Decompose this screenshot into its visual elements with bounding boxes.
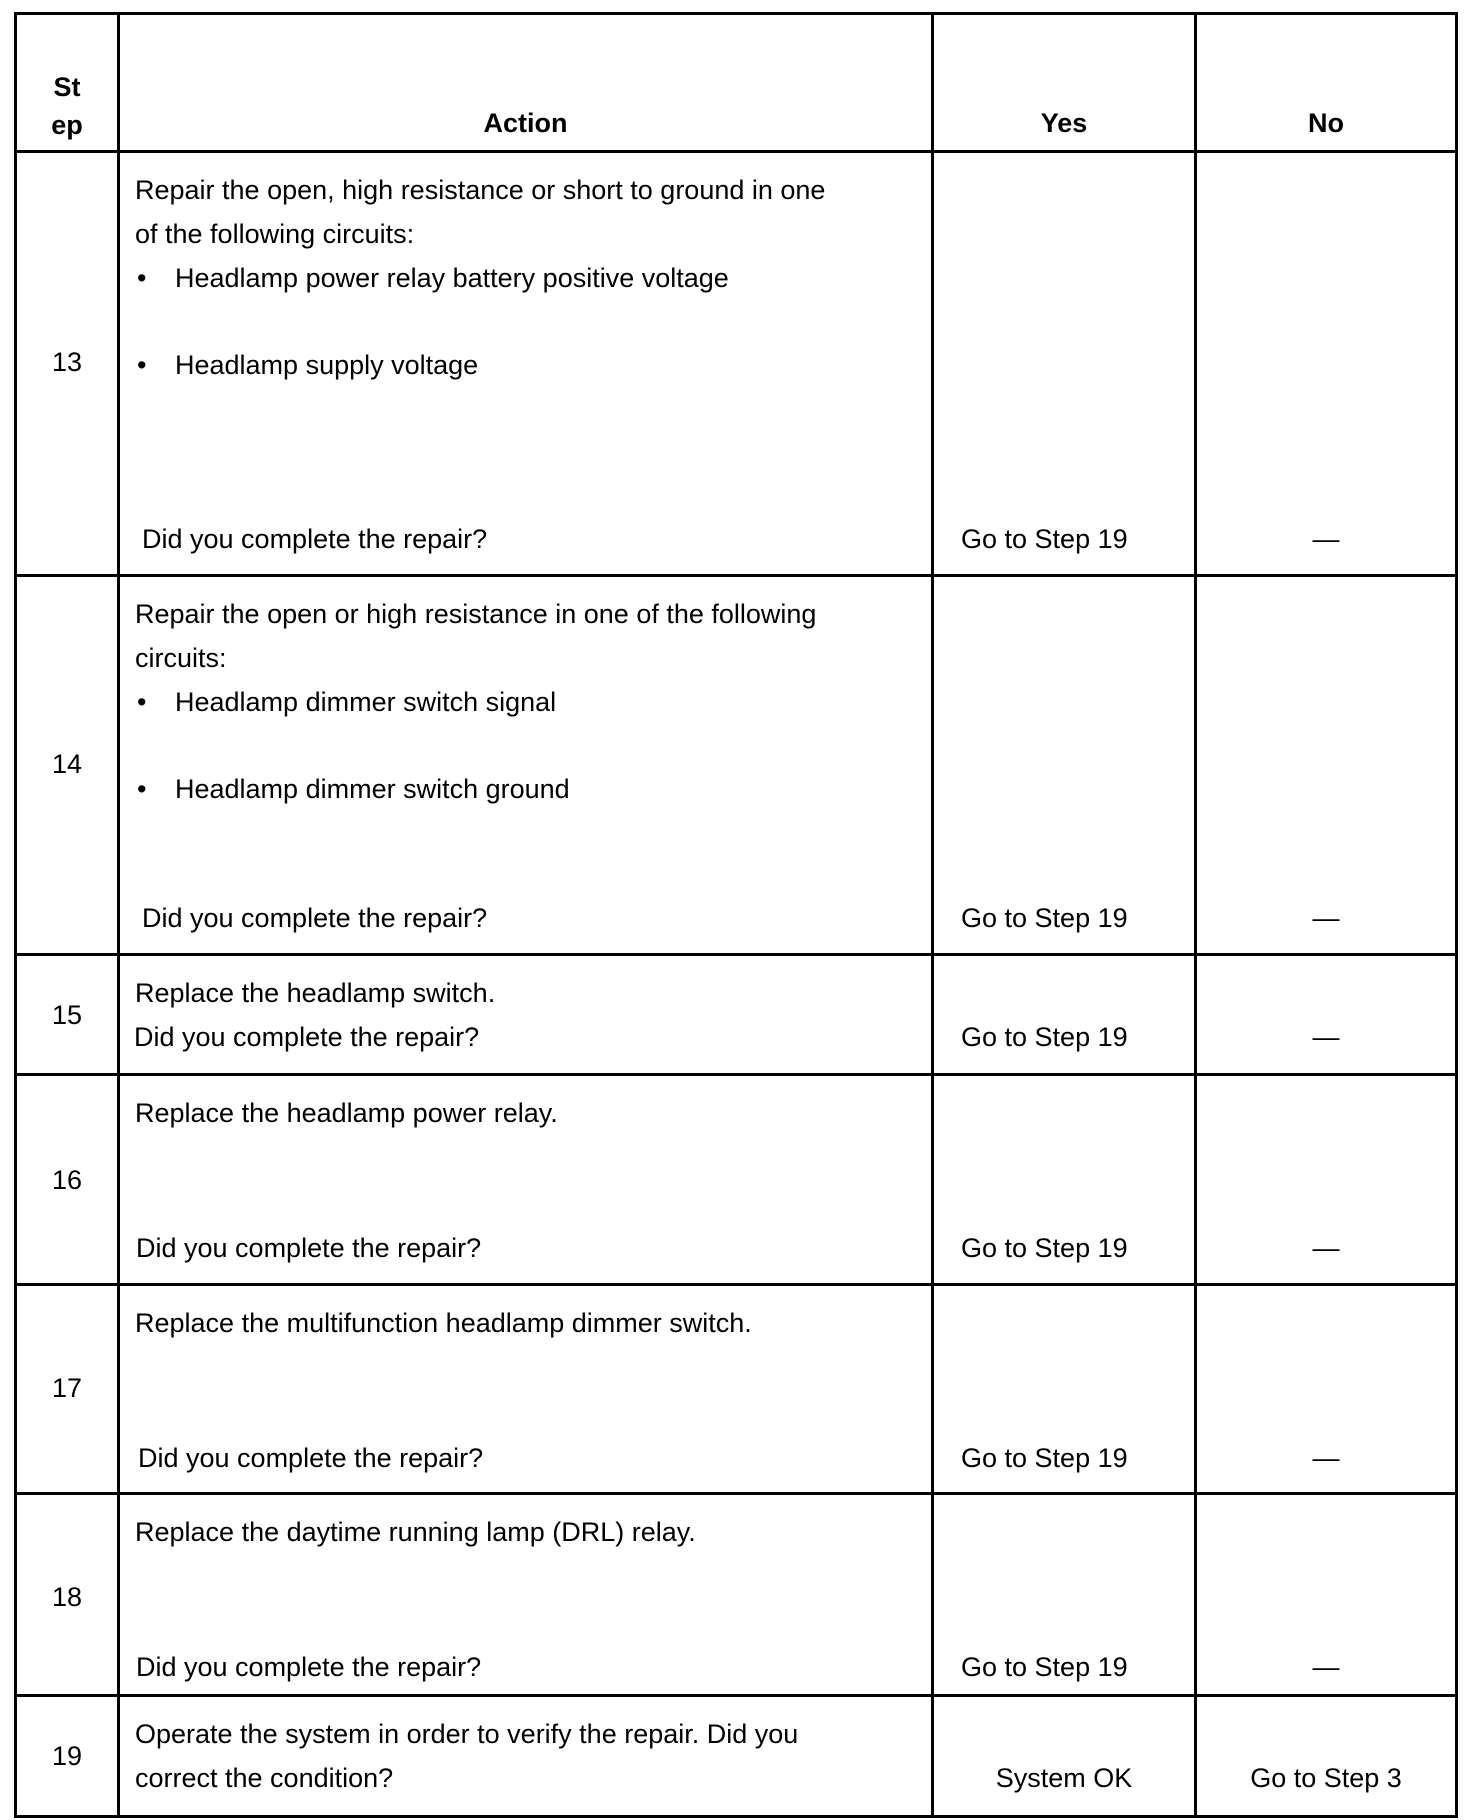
action-text: Replace the headlamp power relay. — [135, 1098, 558, 1128]
yes-result: Go to Step 19 — [961, 524, 1128, 554]
bullet-text: Headlamp dimmer switch signal — [175, 687, 557, 717]
question-text: Did you complete the repair? — [138, 1443, 484, 1473]
no-result: Go to Step 3 — [1250, 1763, 1402, 1793]
step-number: 18 — [51, 1582, 83, 1612]
header-step-line2: ep — [51, 110, 83, 140]
header-step-line1: St — [53, 72, 81, 102]
bullet-text: Headlamp power relay battery positive voltage — [175, 263, 729, 293]
bullet-icon: • — [137, 350, 147, 380]
border-right — [1455, 12, 1458, 1818]
col-divider-action — [931, 12, 934, 1818]
action-text: Replace the headlamp switch. — [135, 978, 496, 1008]
yes-result: Go to Step 19 — [961, 1443, 1128, 1473]
header-yes: Yes — [1040, 108, 1088, 138]
row-divider — [14, 953, 1458, 956]
no-result: — — [1312, 1233, 1340, 1263]
question-text: Did you complete the repair? — [136, 1233, 482, 1263]
question-text: Did you complete the repair? — [134, 1022, 480, 1052]
question-text: Did you complete the repair? — [142, 524, 488, 554]
yes-result: Go to Step 19 — [961, 903, 1128, 933]
header-action: Action — [483, 108, 568, 138]
step-number: 17 — [51, 1373, 83, 1403]
border-bottom — [14, 1815, 1458, 1818]
row-divider — [14, 1492, 1458, 1495]
action-text: circuits: — [135, 643, 227, 673]
bullet-text: Headlamp dimmer switch ground — [175, 774, 570, 804]
step-number: 16 — [51, 1165, 83, 1195]
action-text: Repair the open, high resistance or short to ground in one — [135, 175, 826, 205]
header-no: No — [1308, 108, 1344, 138]
bullet-icon: • — [137, 774, 147, 804]
yes-result: Go to Step 19 — [961, 1233, 1128, 1263]
border-left — [14, 12, 17, 1818]
step-number: 13 — [51, 347, 83, 377]
row-divider — [14, 150, 1458, 153]
step-number: 19 — [51, 1741, 83, 1771]
row-divider — [14, 574, 1458, 577]
bullet-icon: • — [137, 263, 147, 293]
col-divider-step — [117, 12, 120, 1818]
border-top — [14, 12, 1458, 15]
no-result: — — [1312, 903, 1340, 933]
bullet-text: Headlamp supply voltage — [175, 350, 479, 380]
action-text: Replace the daytime running lamp (DRL) relay. — [135, 1517, 696, 1547]
row-divider — [14, 1283, 1458, 1286]
row-divider — [14, 1694, 1458, 1697]
action-text: Repair the open or high resistance in one of the following — [135, 599, 817, 629]
action-text: Replace the multifunction headlamp dimmer switch. — [135, 1308, 752, 1338]
action-text: correct the condition? — [135, 1763, 394, 1793]
yes-result: System OK — [995, 1763, 1133, 1793]
bullet-icon: • — [137, 687, 147, 717]
row-divider — [14, 1073, 1458, 1076]
no-result: — — [1312, 1443, 1340, 1473]
question-text: Did you complete the repair? — [142, 903, 488, 933]
no-result: — — [1312, 524, 1340, 554]
action-text: of the following circuits: — [135, 219, 415, 249]
header-step — [17, 68, 117, 144]
question-text: Did you complete the repair? — [136, 1652, 482, 1682]
step-number: 14 — [51, 749, 83, 779]
yes-result: Go to Step 19 — [961, 1022, 1128, 1052]
yes-result: Go to Step 19 — [961, 1652, 1128, 1682]
no-result: — — [1312, 1652, 1340, 1682]
no-result: — — [1312, 1022, 1340, 1052]
step-number: 15 — [51, 1000, 83, 1030]
action-text: Operate the system in order to verify the repair. Did you — [135, 1719, 799, 1749]
